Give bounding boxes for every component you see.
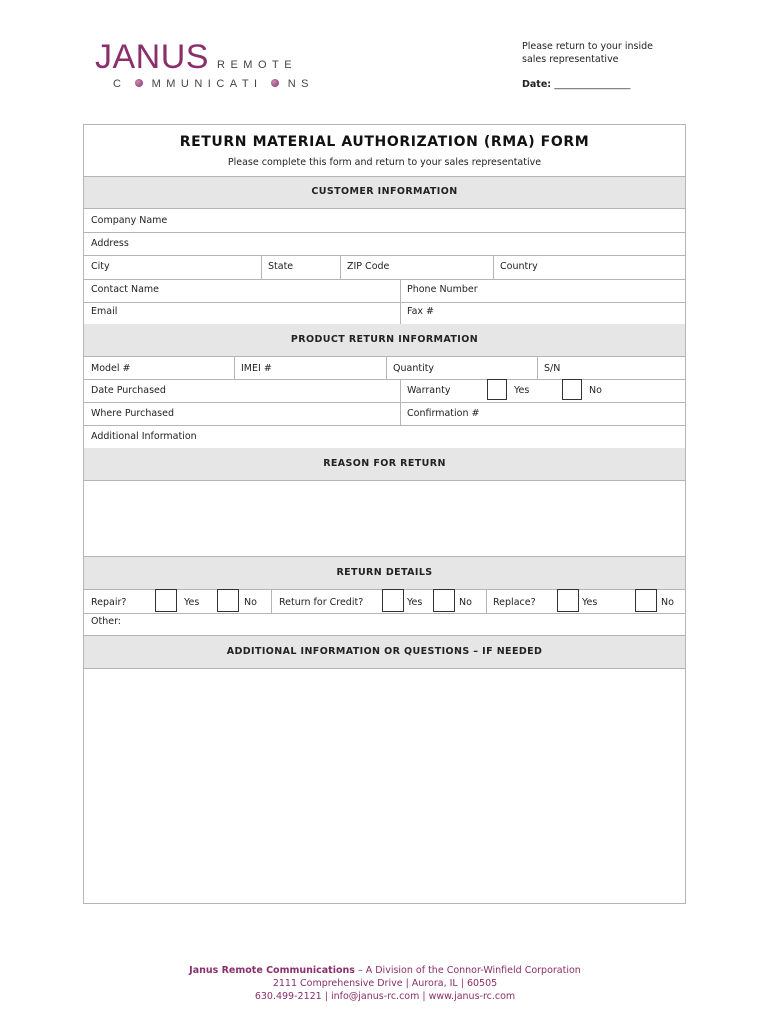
replace-no-label: No	[661, 597, 674, 608]
reason-for-return-textarea[interactable]	[84, 481, 685, 556]
logo-dot-icon	[271, 79, 279, 87]
section-return-details: RETURN DETAILS	[84, 557, 685, 589]
country-field[interactable]: Country	[500, 261, 538, 272]
date-field[interactable]: Date: ________________	[522, 79, 631, 90]
company-name-field[interactable]: Company Name	[91, 215, 168, 226]
additional-information-textarea[interactable]	[84, 669, 685, 903]
credit-yes-checkbox[interactable]	[382, 589, 404, 612]
additional-information-field[interactable]: Additional Information	[91, 431, 197, 442]
state-field[interactable]: State	[268, 261, 294, 272]
model-field[interactable]: Model #	[91, 363, 131, 374]
footer	[0, 964, 770, 1003]
form-title: RETURN MATERIAL AUTHORIZATION (RMA) FORM	[179, 134, 590, 150]
serial-number-field[interactable]: S/N	[544, 363, 561, 374]
email-field[interactable]: Email	[91, 306, 118, 317]
replace-label: Replace?	[493, 597, 536, 608]
credit-yes-label: Yes	[407, 597, 423, 608]
footer-company-line: Janus Remote Communications – A Division of the Connor-Winfield Corporation	[189, 965, 581, 976]
warranty-no-label: No	[589, 385, 602, 396]
city-field[interactable]: City	[91, 261, 110, 272]
warranty-yes-checkbox[interactable]	[487, 379, 507, 400]
return-for-credit-label: Return for Credit?	[279, 597, 364, 608]
confirmation-field[interactable]: Confirmation #	[407, 408, 480, 419]
section-reason-for-return: REASON FOR RETURN	[84, 448, 685, 480]
repair-no-label: No	[244, 597, 257, 608]
logo-remote: REMOTE	[217, 59, 298, 71]
replace-yes-label: Yes	[582, 597, 598, 608]
repair-label: Repair?	[91, 597, 127, 608]
date-purchased-field[interactable]: Date Purchased	[91, 385, 166, 396]
replace-yes-checkbox[interactable]	[557, 589, 579, 612]
logo-janus: JANUS	[95, 38, 209, 76]
footer-contact: 630.499-2121 | info@janus-rc.com | www.janus-rc.com	[254, 991, 516, 1002]
credit-no-label: No	[459, 597, 472, 608]
quantity-field[interactable]: Quantity	[393, 363, 435, 374]
repair-yes-checkbox[interactable]	[155, 589, 177, 612]
section-product-return-information: PRODUCT RETURN INFORMATION	[84, 324, 685, 356]
form-subtitle: Please complete this form and return to your sales representative	[227, 157, 542, 168]
contact-name-field[interactable]: Contact Name	[91, 284, 160, 295]
imei-field[interactable]: IMEI #	[241, 363, 272, 374]
footer-address: 2111 Comprehensive Drive | Aurora, IL | 60505	[272, 978, 498, 989]
where-purchased-field[interactable]: Where Purchased	[91, 408, 174, 419]
zip-field[interactable]: ZIP Code	[347, 261, 390, 272]
repair-no-checkbox[interactable]	[217, 589, 239, 612]
repair-yes-label: Yes	[184, 597, 200, 608]
replace-no-checkbox[interactable]	[635, 589, 657, 612]
company-logo	[95, 38, 314, 95]
other-field[interactable]: Other:	[91, 616, 122, 627]
warranty-label: Warranty	[407, 385, 451, 396]
fax-field[interactable]: Fax #	[407, 306, 435, 317]
logo-dot-icon	[135, 79, 143, 87]
phone-number-field[interactable]: Phone Number	[407, 284, 478, 295]
warranty-yes-label: Yes	[514, 385, 530, 396]
credit-no-checkbox[interactable]	[433, 589, 455, 612]
return-note: Please return to your inside sales representative Date: ________________	[522, 41, 653, 90]
rma-form	[83, 124, 686, 904]
section-additional-information: ADDITIONAL INFORMATION OR QUESTIONS – IF NEEDED	[84, 636, 685, 668]
warranty-no-checkbox[interactable]	[562, 379, 582, 400]
logo-communications: C MMUNICATI NS	[113, 78, 314, 90]
address-field[interactable]: Address	[91, 238, 129, 249]
section-customer-information: CUSTOMER INFORMATION	[84, 176, 685, 208]
